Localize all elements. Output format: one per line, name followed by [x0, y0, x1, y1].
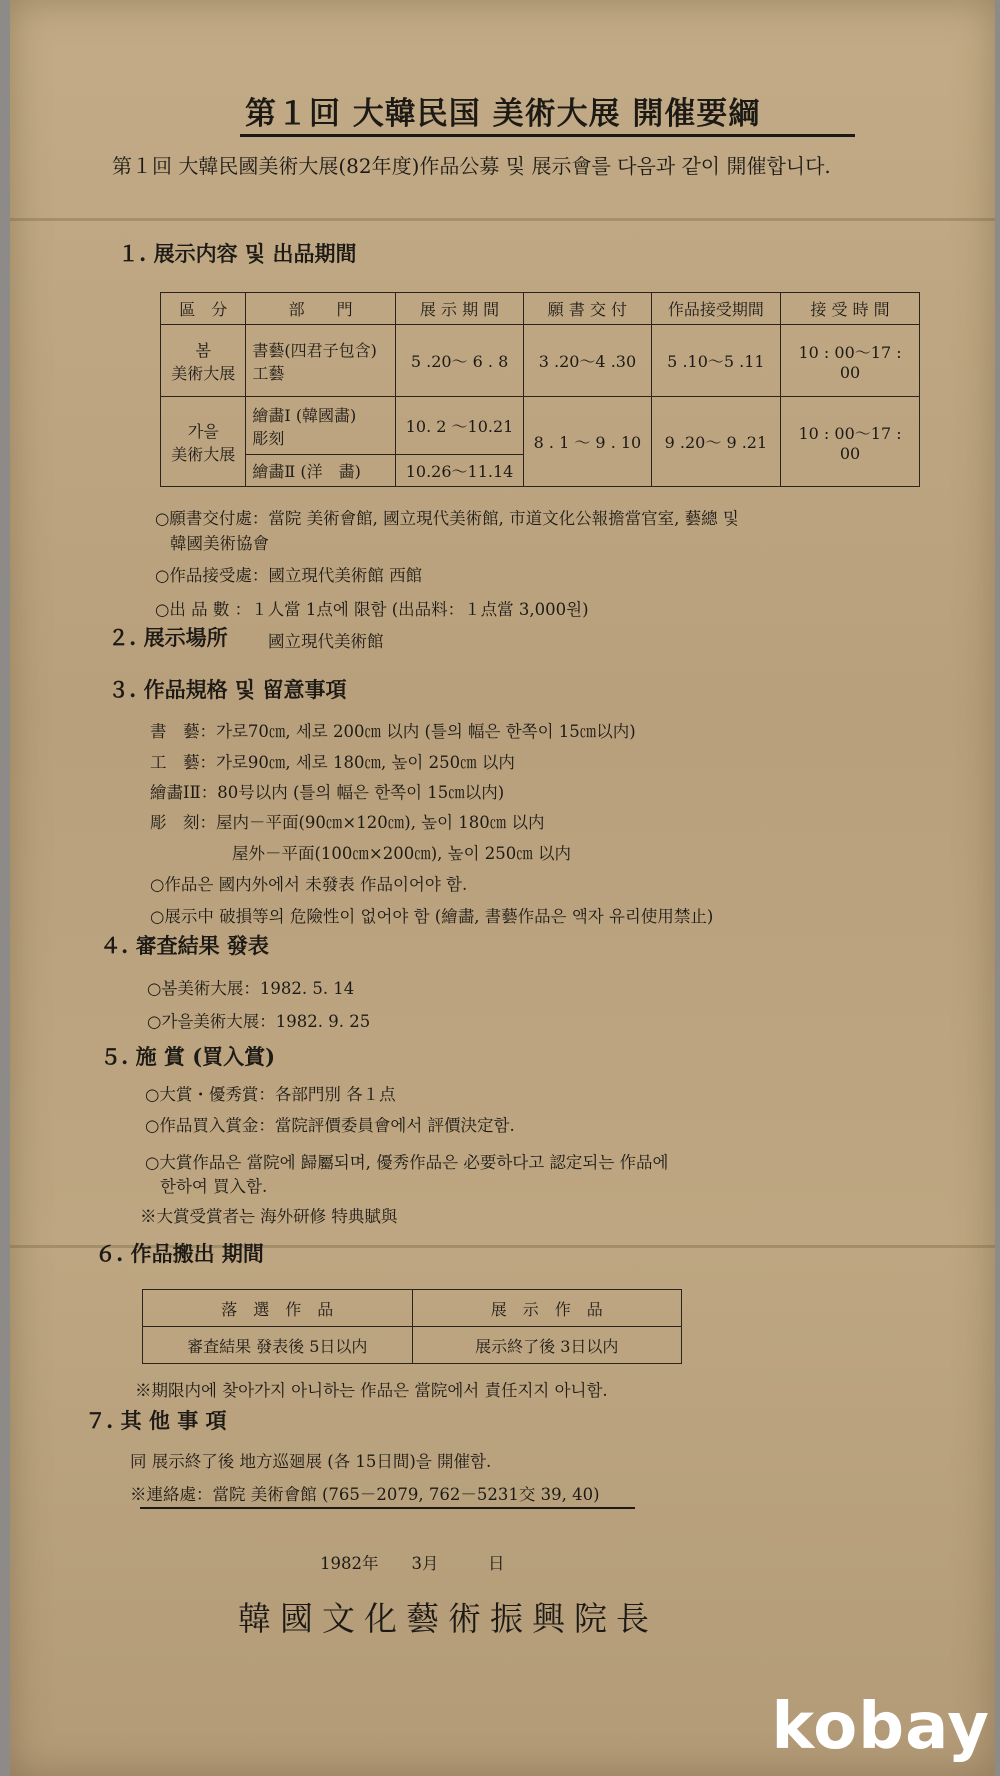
section-6-heading: ６. 作品搬出 期間: [95, 1241, 264, 1266]
period-cell: 5 .20～ 6 . 8: [395, 325, 523, 397]
hours-cell: 10 : 00～17 : 00: [781, 325, 920, 397]
header-cell: 區 分: [161, 293, 246, 325]
venue-text: 國立現代美術館: [268, 632, 384, 651]
contact-underline: [140, 1507, 635, 1509]
section-7-heading: ７. 其 他 事 項: [85, 1408, 227, 1433]
other-line: 同 展示終了後 地方巡廻展 (各 15日間)을 開催함.: [130, 1452, 492, 1471]
section-4-heading: ４. 審査結果 發表: [100, 933, 269, 958]
category-label: 美術大展: [171, 363, 236, 383]
category-label: 美術大展: [171, 444, 236, 464]
note-line: ○出 品 數 ：１人當 1点에 限함 (出品料：１点當 3,000원): [155, 600, 589, 619]
header-cell: 展 示 作 品: [412, 1290, 682, 1327]
note-line: ○作品接受處：國立現代美術館 西館: [155, 566, 423, 585]
table-cell: 審査結果 發表後 5日以内: [143, 1327, 413, 1364]
spec-line: ○作品은 國内外에서 未發表 作品이어야 함.: [150, 875, 468, 894]
document-title: 第１回 大韓民国 美術大展 開催要綱: [245, 96, 761, 132]
spec-line: ○展示中 破損等의 危險性이 없어야 함 (繪畵, 書藝作品은 액자 유리使用禁止): [150, 907, 714, 926]
schedule-table: [160, 292, 920, 487]
award-line: ○作品買入賞金：當院評價委員會에서 評價決定함.: [145, 1116, 515, 1135]
table-row: [161, 325, 920, 397]
receipt-cell: 5 .10～5 .11: [651, 325, 780, 397]
collection-table: [142, 1289, 682, 1364]
section-1-heading: １. 展示内容 및 出品期間: [118, 241, 357, 266]
application-cell: 8 . 1 ～ 9 . 10: [524, 397, 652, 487]
award-line: ○大賞・優秀賞：各部門別 各１点: [145, 1085, 396, 1104]
category-label: 봄: [195, 340, 211, 360]
table-header-row: [161, 293, 920, 325]
result-line: ○봄美術大展：1982. 5. 14: [147, 979, 355, 998]
period-cell: 10.26～11.14: [395, 455, 523, 487]
section-3-heading: ３. 作品規格 및 留意事項: [108, 677, 347, 702]
dept-cell: [246, 397, 396, 455]
award-line: ○大賞作品은 當院에 歸屬되며, 優秀作品은 必要하다고 認定되는 作品에: [145, 1153, 669, 1172]
dept-label: 書藝(四君子包含): [252, 340, 377, 360]
receipt-cell: 9 .20～ 9 .21: [651, 397, 780, 487]
hours-cell: 10 : 00～17 : 00: [781, 397, 920, 487]
spec-line: 繪畵ⅠⅡ：80号以内 (틀의 幅은 한쪽이 15㎝以内): [150, 783, 505, 802]
header-cell: 展 示 期 間: [395, 293, 523, 325]
category-label: 가을: [187, 421, 219, 441]
note-line: ※期限内에 찾아가지 아니하는 作品은 當院에서 責任지지 아니함.: [135, 1381, 608, 1400]
header-cell: 落 選 作 品: [143, 1290, 413, 1327]
contact-line: ※連絡處：當院 美術會館 (765－2079, 762－5231交 39, 40): [130, 1485, 600, 1504]
spec-line: 工 藝：가로90㎝, 세로 180㎝, 높이 250㎝ 以内: [150, 753, 515, 772]
category-cell: [161, 325, 246, 397]
dept-cell: [246, 325, 396, 397]
header-cell: 作品接受期間: [651, 293, 780, 325]
fold-crease: [10, 218, 995, 221]
table-header-row: [143, 1290, 682, 1327]
header-cell: 部 門: [246, 293, 396, 325]
header-cell: 接 受 時 間: [781, 293, 920, 325]
period-cell: 10. 2 ～10.21: [395, 397, 523, 455]
header-cell: 願 書 交 付: [524, 293, 652, 325]
award-line: ※大賞受賞者는 海外研修 特典賦與: [140, 1207, 398, 1226]
table-cell: 展示終了後 3日以内: [412, 1327, 682, 1364]
spec-line: 書 藝：가로70㎝, 세로 200㎝ 以内 (틀의 幅은 한쪽이 15㎝以内): [150, 722, 636, 741]
dept-label: 彫刻: [252, 428, 285, 448]
table-row: [143, 1327, 682, 1364]
title-underline: [240, 134, 855, 137]
result-line: ○가을美術大展：1982. 9. 25: [147, 1012, 371, 1031]
category-cell: [161, 397, 246, 487]
date-line: 1982年 3月 日: [320, 1554, 505, 1573]
section-2-heading: ２. 展示場所: [108, 625, 228, 650]
note-line: ○願書交付處：當院 美術會館, 國立現代美術館, 市道文化公報擔當官室, 藝總 및: [155, 509, 739, 528]
spec-line: 屋外－平面(100㎝×200㎝), 높이 250㎝ 以内: [232, 844, 572, 863]
table-row: [161, 397, 920, 455]
intro-text: 第１回 大韓民國美術大展(82年度)作品公募 및 展示會를 다음과 같이 開催합니다.: [112, 154, 831, 178]
spec-line: 彫 刻：屋内－平面(90㎝×120㎝), 높이 180㎝ 以内: [150, 813, 545, 832]
section-5-heading: ５. 施 賞 (買入賞): [100, 1044, 276, 1069]
award-line: 한하여 買入함.: [160, 1177, 268, 1196]
dept-label: 工藝: [252, 363, 285, 383]
application-cell: 3 .20～4 .30: [524, 325, 652, 397]
issuer-name: 韓國文化藝術振興院長: [238, 1599, 658, 1638]
dept-cell: 繪畵Ⅱ (洋 畵): [246, 455, 396, 487]
note-line: 韓國美術協會: [170, 534, 269, 553]
dept-label: 繪畵Ⅰ (韓國畵): [252, 405, 357, 425]
kobay-watermark: kobay: [771, 1690, 990, 1764]
